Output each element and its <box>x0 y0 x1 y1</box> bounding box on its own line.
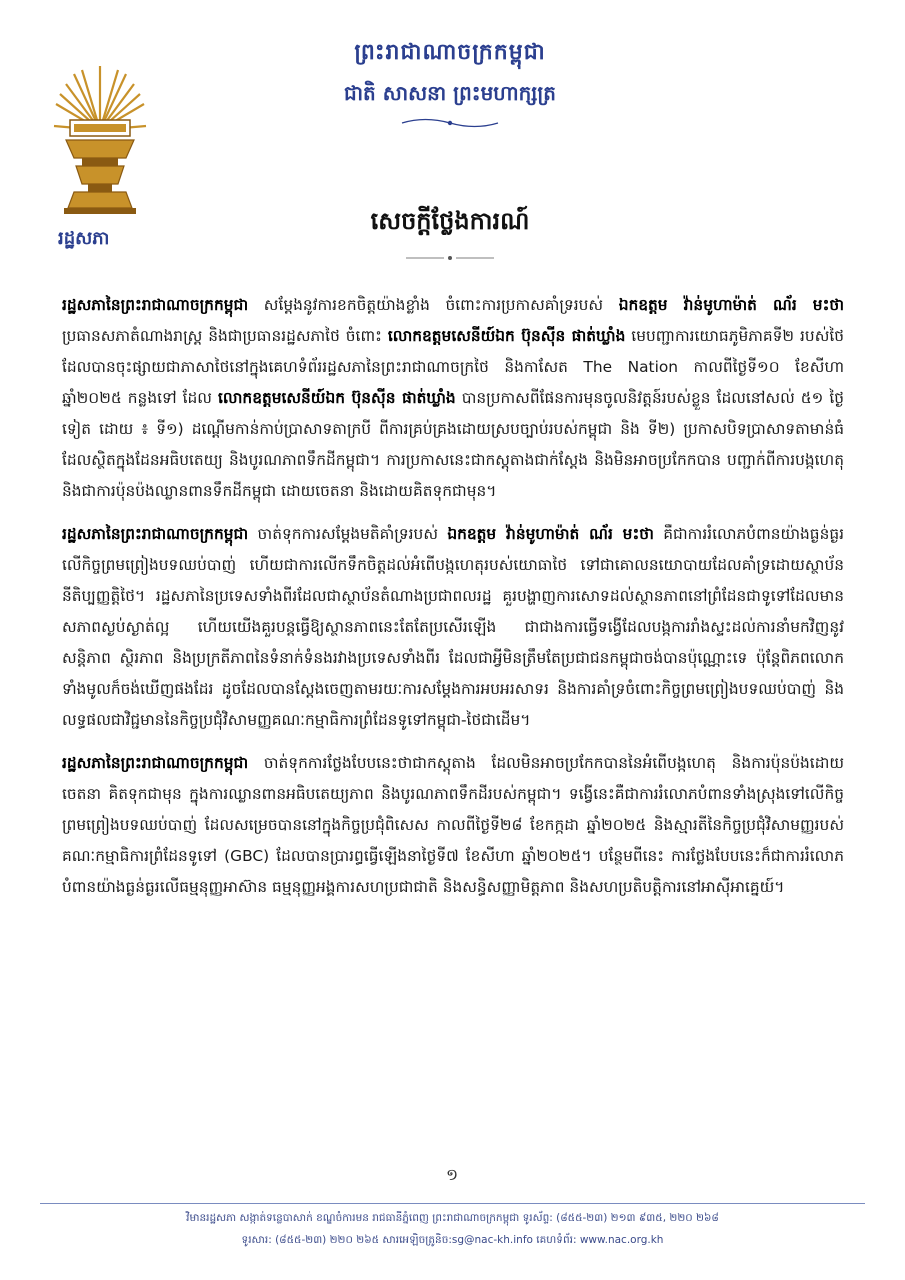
text-run: គឺជាការរំលោភបំពានយ៉ាងធ្ងន់ធ្ងរលើកិច្ចព្រមព្រៀងបទឈប់បាញ់ ហើយជាការលើកទឹកចិត្តដល់អំពើបង្កហេតុរបស់យោធាថៃ ទៅជាគោលនយោបាយដែលគាំទ្រដោយស្ថាប័ននីតិប្បញ្ញត្តិថៃ។ រដ្ឋសភានៃប្រទេសទាំងពីរដែលជាស្ថាប័នតំណាងប្រជាពលរដ្ឋ គួរបង្ហាញការសោទដល់ស្ថានភាពនៅព្រំដែនជាទូទៅដែលមានសភាពស្ងប់ស្ងាត់ល្អ ហើយយើងគួរបន្តធ្វើឱ្យស្ថានភាពនេះតែតែប្រសើរឡើង ជាជាងការធ្វើទង្វើដែលបង្កការរាំងស្ទះដល់ការនាំមកវិញនូវសន្តិភាព ស្ថិរភាព និងប្រក្រតីភាពនៃទំនាក់ទំនងរវាងប្រទេសទាំងពីរ ដែលជាអ្វីមិនត្រឹមតែប្រជាជនកម្ពុជាចង់បានប៉ុណ្ណោះទេ ប៉ុន្តែពិភពលោកទាំងមូលក៏ចង់ឃើញផងដែរ ដូចដែលបានស្តែងចេញតាមរយៈការសម្តែងការអបអរសាទរ និងការគាំទ្រចំពោះកិច្ចព្រមព្រៀងបទឈប់បាញ់ និងលទ្ធផលជាវិជ្ជមាននៃកិច្ចប្រជុំវិសាមញ្ញគណៈកម្មាធិការព្រំដែនទូទៅកម្ពុជា-ថៃជាដើម។ <box>62 525 844 729</box>
text-run: ចាត់ទុកការសម្តែងមតិគាំទ្ររបស់ <box>248 525 448 543</box>
footer-contact: ទូរសារ: (៨៥៥-២៣) ២២០ ២៦៥ សារអេឡិចត្រូនិច:sg@nac-kh.info គេហទំព័រ: www.nac.org.kh <box>241 1234 664 1246</box>
document-title: សេចក្តីថ្លែងការណ៍ <box>370 206 530 235</box>
bold-text-run: រដ្ឋសភានៃព្រះរាជាណាចក្រកម្ពុជា <box>62 296 249 314</box>
national-motto: ជាតិ សាសនា ព្រះមហាក្សត្រ <box>344 81 556 105</box>
bold-text-run: រដ្ឋសភានៃព្រះរាជាណាចក្រកម្ពុជា <box>62 525 249 543</box>
bold-text-run: រដ្ឋសភានៃព្រះរាជាណាចក្រកម្ពុជា <box>62 754 249 772</box>
footer-address: វិមានរដ្ឋសភា សង្កាត់ទន្លេបាសាក់ ខណ្ឌចំការមន រាជធានីភ្នំពេញ ព្រះរាជាណាចក្រកម្ពុជា ទូរស័ព្ទ: (៨៥៥-២៣) ២១៣ ៩៣៥, ២២០ ២៦៨ <box>186 1212 719 1224</box>
statement-paragraph <box>62 748 844 903</box>
national-assembly-emblem-icon <box>52 62 148 222</box>
bold-text-run: លោកឧត្តមសេនីយ៍ឯក ប៊ុនស៊ីន ផាត់ឃ្លាំង <box>387 327 626 345</box>
statement-paragraph <box>62 290 844 507</box>
organization-name: រដ្ឋសភា <box>58 228 110 249</box>
page-number: ១ <box>445 1165 459 1184</box>
statement-body <box>62 290 844 915</box>
text-run: មេបញ្ជាការយោធភូមិភាគទី២ របស់ថៃ ដែលបានចុះផ្សាយជាភាសាថៃនៅក្នុងគេហទំព័ររដ្ឋសភានៃព្រះរាជាណាចក្រថៃ និងកាសែត The Nation កាលពីថ្ងៃទី១០ ខែសីហា ឆ្នាំ២០២៥ កន្លងទៅ ដែល <box>62 327 844 407</box>
ornament-divider-icon <box>400 116 500 130</box>
bold-text-run: ឯកឧត្តម វ៉ាន់មូហាម៉ាត់ ណ័រ មះថា <box>618 296 844 314</box>
bold-text-run: លោកឧត្តមសេនីយ៍ឯក ប៊ុនស៊ីន ផាត់ឃ្លាំង <box>218 389 456 407</box>
statement-paragraph <box>62 519 844 736</box>
kingdom-heading: ព្រះរាជាណាចក្រកម្ពុជា <box>354 39 546 65</box>
text-run: ចាត់ទុកការថ្លែងបែបនេះថាជាកស្តុតាង ដែលមិនអាចប្រកែកបាននៃអំពើបង្កហេតុ និងការប៉ុនប៉ងដោយចេតនា គិតទុកជាមុន ក្នុងការឈ្លានពានអធិបតេយ្យភាព និងបូរណភាពទឹកដីរបស់កម្ពុជា។ ទង្វើនេះគឺជាការរំលោភបំពានទាំងស្រុងទៅលើកិច្ចព្រមព្រៀងបទឈប់បាញ់ ដែលសម្រេចបាននៅក្នុងកិច្ចប្រជុំពិសេស កាលពីថ្ងៃទី២៨ ខែកក្កដា ឆ្នាំ២០២៥ និងស្មារតីនៃកិច្ចប្រជុំវិសាមញ្ញរបស់គណៈកម្មាធិការព្រំដែនទូទៅ (GBC) ដែលបានប្រារព្ធធ្វើឡើងនាថ្ងៃទី៧ ខែសីហា ឆ្នាំ២០២៥។ បន្ថែមពីនេះ ការថ្លែងបែបនេះក៏ជាការរំលោភបំពានយ៉ាងធ្ងន់ធ្ងរលើធម្មនុញ្ញអាស៊ាន ធម្មនុញ្ញអង្គការសហប្រជាជាតិ និងសន្ធិសញ្ញាមិត្តភាព និងសហប្រតិបត្តិការនៅអាស៊ីអាគ្នេយ៍។ <box>62 754 844 896</box>
text-run: បានប្រកាសពីផែនការមុនចូលនិវត្តន៍របស់ខ្លួន ដែលនៅសល់ ៥១ ថ្ងៃទៀត ដោយ ៖ ទី១) ដណ្តើមកាន់កាប់ប្រាសាទតាក្របី ពីការគ្រប់គ្រងដោយស្របច្បាប់របស់កម្ពុជា និង ទី២) ប្រកាសបិទប្រាសាទតាមាន់ធំដែលស្ថិតក្នុងដែនអធិបតេយ្យ និងបូរណភាពទឹកដីកម្ពុជា។ ការប្រកាសនេះជាកស្តុតាងជាក់ស្តែង និងមិនអាចប្រកែកបាន បញ្ជាក់ពីការបង្កហេតុ និងជាការប៉ុនប៉ងឈ្លានពានទឹកដីកម្ពុជា ដោយចេតនា និងដោយគិតទុកជាមុន។ <box>62 389 845 500</box>
text-run: សម្តែងនូវការខកចិត្តយ៉ាងខ្លាំង ចំពោះការប្រកាសគាំទ្ររបស់ <box>248 296 619 314</box>
text-run: ប្រធានសភាតំណាងរាស្ត្រ និងជាប្រធានរដ្ឋសភាថៃ ចំពោះ <box>62 327 388 345</box>
title-ornament-icon <box>400 252 500 264</box>
footer-divider <box>40 1203 865 1204</box>
bold-text-run: ឯកឧត្តម វ៉ាន់មូហាម៉ាត់ ណ័រ មះថា <box>447 525 654 543</box>
